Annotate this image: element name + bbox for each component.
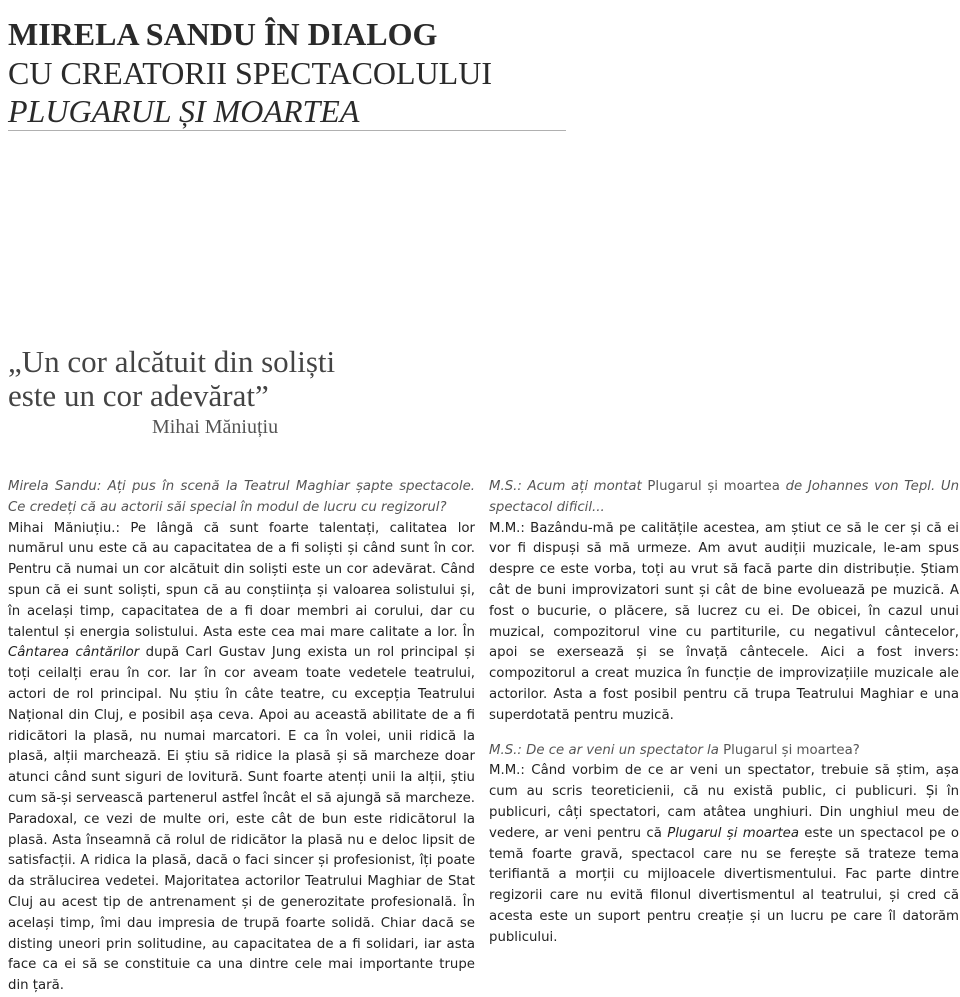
q2-lead: Acum ați montat	[527, 479, 642, 494]
a3-text-part1: Când vorbim de ce ar veni un spectator, trebuie să știm, așa cum au scris teoreticienii, că nu există public, ci publicuri. Și în publicuri, câți spectatori, cam atâtea unghiuri. Din unghiul meu de vedere, ar veni pentru că	[489, 763, 959, 841]
header-divider	[8, 130, 566, 131]
pull-quote-line-1: „Un cor alcătuit din soliști	[8, 344, 336, 379]
q3-lead: De ce ar veni un spectator la	[526, 742, 719, 758]
a1-work-title: Cântarea cântărilor	[8, 645, 140, 661]
answer-2	[489, 519, 959, 727]
pull-quote-line-2: este un cor adevărat”	[8, 378, 269, 413]
answer-1	[8, 519, 475, 997]
answer-3	[489, 761, 959, 948]
q2-work-title: Plugarul și moartea	[647, 479, 780, 494]
article-header	[8, 14, 566, 130]
title-line-2: CU CREATORII SPECTACOLULUI	[8, 55, 492, 91]
q1-text: Ați pus în scenă la Teatrul Maghiar șapte spectacole. Ce credeți că au actorii săi special în modul de lucru cu regizorul?	[8, 479, 475, 515]
pull-quote	[8, 345, 408, 413]
q1-speaker: Mirela Sandu:	[8, 479, 102, 494]
a2-speaker: M.M.:	[489, 520, 525, 536]
q2-tail: de Johannes von Tepl. Un spectacol dificil...	[489, 479, 959, 515]
right-column	[489, 477, 959, 949]
question-3	[489, 741, 959, 762]
q2-speaker: M.S.:	[489, 479, 522, 494]
a1-text-part1: Pe lângă că sunt foarte talentați, calitatea lor numărul unu este că au capacitatea de a fi soliști și când sunt în cor. Pentru că numai un cor alcătuit din soliști este un cor adevărat. Când spun că ei sunt soliști, spun că au conștiința și valoarea solistului și, în același timp, capacitatea de a fi doar membri ai corului, dar cu talentul și energia solistului. Asta este cea mai mare calitate a lor. În	[8, 520, 475, 640]
paragraph-gap	[489, 727, 959, 741]
a3-text-part2: este un spectacol pe o temă foarte gravă, spectacol care nu se ferește să trateze tema terifiantă a morții cu mijloacele divertismentului. Fac parte dintre regizorii care nu evită filonul divertismentul al teatrului, și cred că acesta este un suport pentru creație și un lucru pe care îl datorăm publicului.	[489, 825, 959, 945]
title-line-1: MIRELA SANDU ÎN DIALOG	[8, 16, 438, 52]
a3-work-title: Plugarul și moartea	[667, 825, 799, 841]
a1-speaker: Mihai Măniuțiu.:	[8, 520, 121, 536]
q3-work-title: Plugarul și moartea?	[723, 742, 860, 758]
a2-text: Bazându-mă pe calitățile acestea, am știut ce să le cer și că ei vor fi dispuși să mă urmeze. Am avut audiții muzicale, le-am spus despre ce este vorba, toți au vrut să facă parte din distribuție. Știam cât de buni improvizatori sunt și cât de bine evoluează pe muzică. A fost o bucurie, o plăcere, să lucrez cu ei. De obicei, în cazul unui muzical, compozitorul vine cu partiturile, cu negativul cântecelor, apoi se exersează și se învață cântecele. Aici a fost invers: compozitorul a creat muzica în funcție de improvizațiile muzicale ale actorilor. Asta a fost posibil pentru că trupa Teatrului Maghiar e una superdotată pentru muzică.	[489, 520, 959, 723]
pull-quote-author: Mihai Măniuțiu	[152, 416, 279, 438]
q3-speaker: M.S.:	[489, 742, 522, 758]
a3-speaker: M.M.:	[489, 763, 525, 779]
question-1	[8, 477, 475, 519]
title-line-3: PLUGARUL ȘI MOARTEA	[8, 93, 360, 129]
a1-text-part2: după Carl Gustav Jung exista un rol principal și toți ceilalți erau în cor. Iar în cor aveam toate vedetele teatrului, actori de rol principal. Nu știu în câte teatre, cu excepția Teatrului Național din Cluj, e posibil așa ceva. Apoi au această abilitate de a fi ridicători la plasă, nu numai marcatori. E ca în volei, unii ridică la plasă, alții marchează. Ei știu să ridice la plasă și să marcheze doar atunci când sunt siguri de lovitură. Sunt foarte atenți unii la alții, știu cum să-și servească partenerul astfel încât el să ajungă să marcheze. Paradoxal, ce vezi de multe ori, este cât de bun este ridicătorul la plasă. Asta înseamnă că rolul de ridicător la plasă nu e deloc lipsit de satisfacții. A ridica la plasă, dacă o faci sincer și profesionist, îți poate da strălucirea vedetei. Majoritatea actorilor Teatrului Maghiar de Stat Cluj au acest tip de antrenament și de generozitate profesională. În același timp, îmi dau impresia de trupă foarte solidă. Chiar dacă se disting uneori prin solitudine, au capacitatea de a fi solidari, iar asta face ca ei să se constituie ca una dintre cele mai importante trupe din țară.	[8, 645, 475, 994]
left-column	[8, 477, 475, 997]
question-2	[489, 477, 959, 519]
